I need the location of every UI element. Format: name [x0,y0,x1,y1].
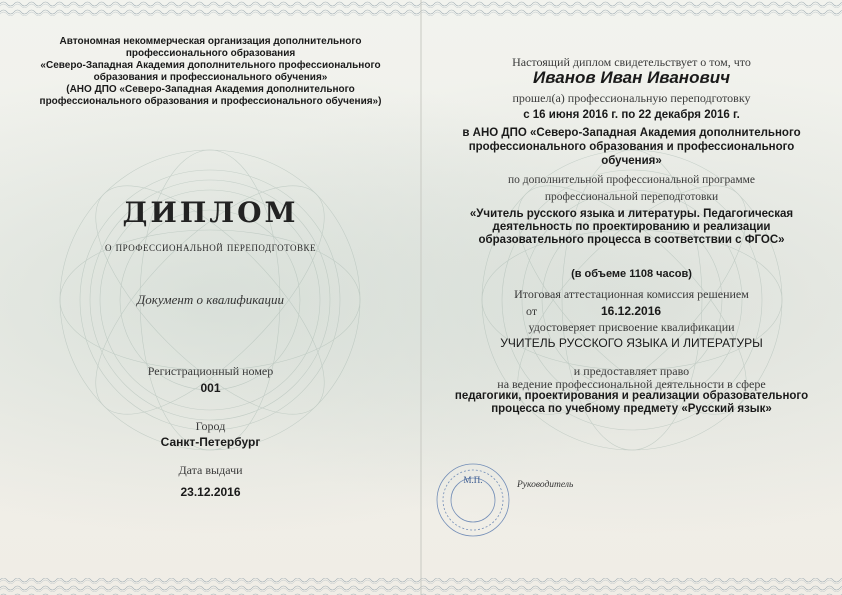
decision-date: 16.12.2016 [601,304,662,318]
org-line: образования и профессионального обучения» [93,72,328,83]
from-label: от [526,304,538,318]
hours-volume: (в объеме 1108 часов) [571,268,692,280]
activity-text: на ведение профессиональной деятельности в сфере [497,377,766,391]
org-line: «Северо-Западная Академия дополнительного профессионального [40,60,381,71]
program-intro [421,172,842,206]
qualification-title: УЧИТЕЛЬ РУССКОГО ЯЗЫКА И ЛИТЕРАТУРЫ [500,336,763,350]
diploma-title: ДИПЛОМ [122,196,299,229]
org-line: профессионального образования [125,48,296,59]
commission-text: Итоговая аттестационная комиссия решением [514,287,749,301]
org-line: профессионального образования и профессионального обучения») [39,96,382,107]
passed-text: прошел(а) профессиональную переподготовку [512,91,751,105]
program-name-line: образовательного процесса в соответствии с ФГОС» [478,234,785,246]
document-type: Документ о квалификации [137,292,284,307]
org-line: (АНО ДПО «Северо-Западная Академия дополнительного [66,84,355,95]
study-period: с 16 июня 2016 г. по 22 декабря 2016 г. [523,109,740,121]
signature-label: Руководитель [517,480,574,490]
field-block [421,390,842,416]
program-name-line: деятельность по проектированию и реализации [492,221,771,233]
program-line: по дополнительной профессиональной программе [508,174,755,186]
org-block-left [0,36,421,108]
grants-text: и предоставляет право [573,364,690,378]
program-name [421,208,842,247]
recipient-name: Иванов Иван Иванович [532,68,731,87]
decision-date-row [421,304,842,320]
right-page [421,0,842,595]
registration-label: Регистрационный номер [147,364,274,378]
issue-date-value: 23.12.2016 [180,485,241,499]
program-line: профессиональной переподготовки [544,191,719,203]
stamp-label: М.П. [463,475,483,485]
registration-number: 001 [200,381,221,395]
issue-date-label: Дата выдачи [178,463,243,477]
diploma-subtitle: о профессиональной переподготовке [105,240,316,254]
city-label: Город [195,419,226,433]
intro-text: Настоящий диплом свидетельствует о том, что [512,55,751,69]
org-line: Автономная некоммерческая организация дополнительного [59,36,362,47]
org-block-right [421,126,842,168]
org-line: в АНО ДПО «Северо-Западная Академия дополнительного [462,127,801,139]
field-line: процесса по учебному предмету «Русский язык» [491,403,772,415]
program-name-line: «Учитель русского языка и литературы. Педагогическая [469,208,794,220]
org-line: профессионального образования и профессионального [468,141,795,153]
field-line: педагогики, проектирования и реализации образовательного [454,390,809,402]
city-value: Санкт-Петербург [160,435,261,449]
certifies-text: удостоверяет присвоение квалификации [528,320,735,334]
org-line: обучения» [601,155,662,167]
